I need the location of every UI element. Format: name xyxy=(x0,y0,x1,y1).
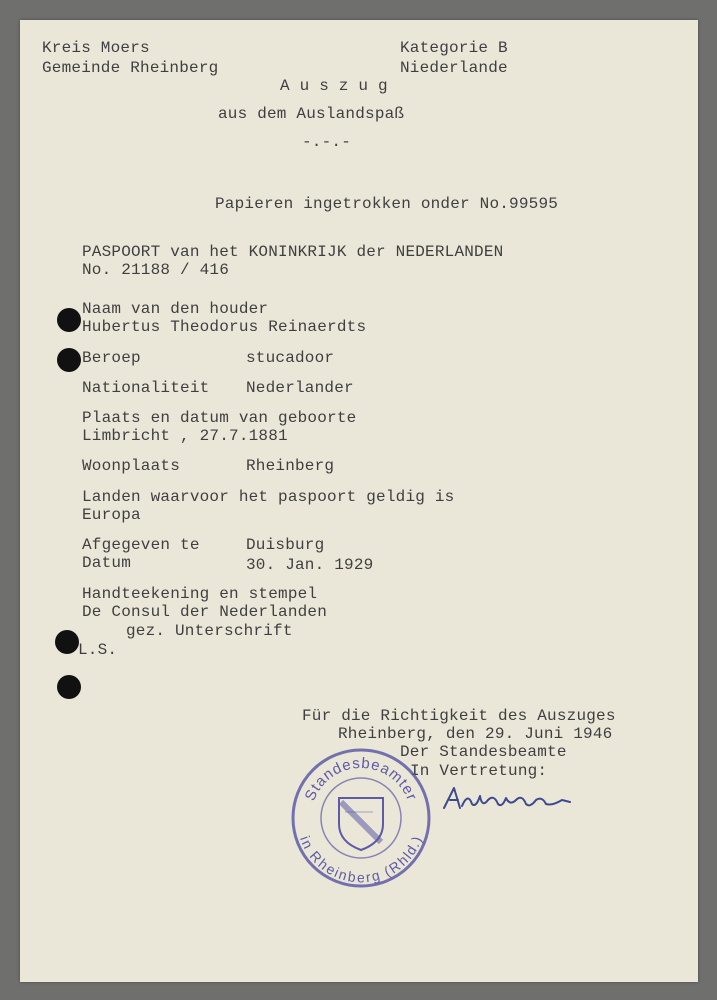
certification-line-3: Der Standesbeamte xyxy=(400,743,567,761)
certification-line-2: Rheinberg, den 29. Juni 1946 xyxy=(338,725,613,743)
date-value: 30. Jan. 1929 xyxy=(246,556,374,574)
municipality-label: Gemeinde Rheinberg xyxy=(42,59,219,77)
punch-hole-1 xyxy=(57,308,81,332)
official-stamp xyxy=(289,746,433,890)
punch-hole-2 xyxy=(57,348,81,372)
document-title: A u s z u g xyxy=(280,77,388,95)
holder-label: Naam van den houder xyxy=(82,300,269,318)
certification-line-1: Für die Richtigkeit des Auszuges xyxy=(302,707,616,725)
reference-line: Papieren ingetrokken onder No.99595 xyxy=(215,195,559,213)
passport-title: PASPOORT van het KONINKRIJK der NEDERLANDEN xyxy=(82,243,504,261)
occupation-value: stucadoor xyxy=(246,349,335,367)
consul-line: De Consul der Nederlanden xyxy=(82,603,328,621)
signed-line: gez. Unterschrift xyxy=(126,622,293,640)
date-label: Datum xyxy=(82,554,132,572)
coat-of-arms-icon xyxy=(339,798,383,850)
issued-label: Afgegeven te xyxy=(82,536,200,554)
stamp-top-text: Standesbeamter xyxy=(301,754,421,804)
passport-number: No. 21188 / 416 xyxy=(82,261,230,279)
nationality-value: Nederlander xyxy=(246,379,354,397)
country-label: Niederlande xyxy=(400,59,508,77)
nationality-label: Nationaliteit xyxy=(82,379,210,397)
occupation-label: Beroep xyxy=(82,349,141,367)
ls-line: L.S. xyxy=(78,641,118,659)
punch-hole-4 xyxy=(57,675,81,699)
handwritten-signature xyxy=(438,778,578,818)
birth-label: Plaats en datum van geboorte xyxy=(82,409,357,427)
residence-label: Woonplaats xyxy=(82,457,181,475)
certification-line-4: In Vertretung: xyxy=(410,762,548,780)
sign-label: Handteekening en stempel xyxy=(82,585,318,603)
punch-hole-3 xyxy=(55,630,79,654)
validity-label: Landen waarvoor het paspoort geldig is xyxy=(82,488,455,506)
holder-value: Hubertus Theodorus Reinaerdts xyxy=(82,318,367,336)
district-label: Kreis Moers xyxy=(42,39,150,57)
separator: -.-.- xyxy=(302,133,352,151)
birth-value: Limbricht , 27.7.1881 xyxy=(82,427,288,445)
issued-value: Duisburg xyxy=(246,536,325,554)
stamp-bottom-text: in Rheinberg (Rhld.) xyxy=(297,833,425,886)
residence-value: Rheinberg xyxy=(246,457,335,475)
category-label: Kategorie B xyxy=(400,39,508,57)
validity-value: Europa xyxy=(82,506,141,524)
document-subtitle: aus dem Auslandspaß xyxy=(218,105,405,123)
